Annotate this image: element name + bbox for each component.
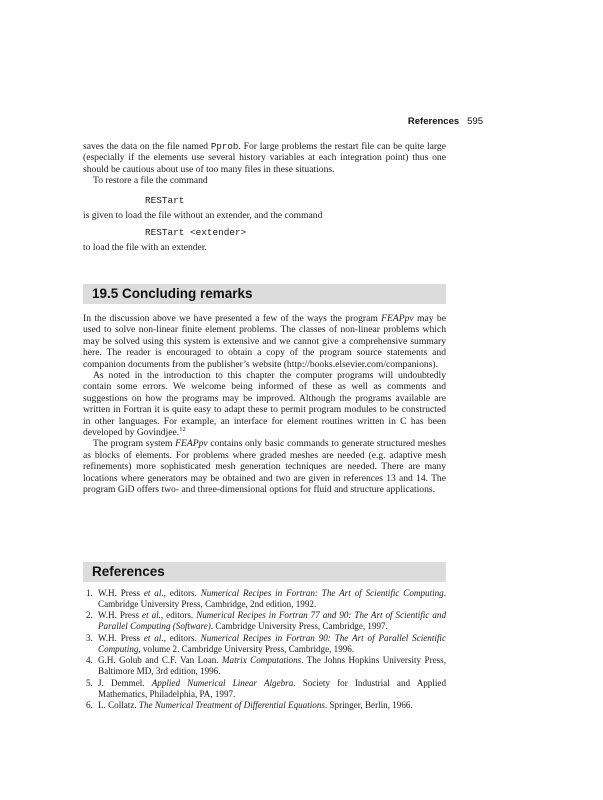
reference-title: Numerical Recipes in Fortran 90: The Art of Parallel Scientific Computing <box>98 632 446 654</box>
reference-number: 6. <box>86 700 93 711</box>
section-title: 19.5 Concluding remarks <box>92 286 253 301</box>
footnote-marker: 12 <box>179 426 186 434</box>
reference-publisher: . The Johns Hopkins University Press, Baltimore MD, 3rd edition, 1996. <box>98 655 446 677</box>
reference-number: 3. <box>86 632 93 643</box>
reference-title: Numerical Recipes in Fortran: The Art of Scientific Computing <box>200 588 444 598</box>
para1-text-a: In the discussion above we have presented a few of the ways the program <box>83 313 382 324</box>
reference-item <box>83 678 446 700</box>
reference-number: 5. <box>86 677 93 688</box>
load-extender-text: to load the file with an extender. <box>83 242 207 253</box>
reference-item <box>83 633 446 655</box>
reference-list <box>83 588 446 712</box>
filename-code: Pprob <box>210 141 239 152</box>
reference-authors: W.H. Press <box>98 610 143 621</box>
program-name: FEAPpv <box>381 313 414 324</box>
reference-title: Applied Numerical Linear Algebra <box>151 677 294 688</box>
code-restart-extender: RESTart <extender> <box>145 227 247 238</box>
running-header <box>408 116 483 127</box>
para2-text: As noted in the introduction to this chapter the computer programs will undoubtedly contain some errors. We welcome being informed of these as well as comments and suggestions on how the programs may be improved. Although the programs available are written in Fortran it is quite easy to adapt these to permit program modules to be constructed in other languages. For example, an interface for element routines written in C has been developed by Govindjee. <box>83 370 446 439</box>
para3-text-a: The program system <box>93 438 176 450</box>
references-title: References <box>92 564 165 579</box>
load-extender-sentence <box>83 242 446 253</box>
reference-number: 4. <box>86 655 93 666</box>
reference-etal: et al. <box>143 588 164 598</box>
reference-etal: et al. <box>142 610 161 621</box>
intro-paragraph <box>83 141 446 187</box>
reference-item <box>83 700 446 711</box>
restore-sentence: To restore a file the command <box>93 175 208 187</box>
reference-publisher: . Springer, Berlin, 1966. <box>324 700 413 711</box>
references-heading-bar <box>83 562 446 582</box>
load-text: is given to load the file without an extender, and the command <box>83 210 323 221</box>
reference-editors: , editors. <box>163 632 201 643</box>
reference-authors: J. Demmel. <box>98 677 152 688</box>
reference-title: Matrix Computations <box>221 655 302 666</box>
para1-text-b: may be used to solve non-linear finite element problems. The classes of non-linear problems which may be solved using this system is extensive and we cannot give a comprehensive summary here. The reader is encouraged to obtain a copy of the program source statements and companion documents from the publisher’s website (http://books.elsevier.com/companions). <box>83 313 446 370</box>
code-restart: RESTart <box>145 195 185 206</box>
concluding-paragraph-1 <box>83 313 446 370</box>
concluding-paragraph-3 <box>83 438 446 495</box>
reference-etal: et al. <box>143 632 164 643</box>
page-number: 595 <box>467 116 483 127</box>
reference-publisher: . Cambridge University Press, Cambridge, 2nd edition, 1992. <box>98 588 446 609</box>
reference-title: Numerical Recipes in Fortran 77 and 90: The Art of Scientific and Parallel Computing (Software) <box>98 610 446 632</box>
reference-publisher: . Society for Industrial and Applied Mathematics, Philadelphia, PA, 1997. <box>98 677 446 699</box>
reference-authors: G.H. Golub and C.F. Van Loan. <box>98 655 222 666</box>
intro-text-b: . For large problems the restart file can be quite large (especially if the elements use several history variables at each integration point) thus one should be cautious about use of too many files in these situations. <box>83 141 446 175</box>
reference-editors: , editors. <box>163 588 201 598</box>
reference-number: 2. <box>86 610 93 621</box>
reference-publisher: . Cambridge University Press, Cambridge, 1997. <box>210 621 388 632</box>
load-sentence <box>83 210 446 221</box>
running-header-section: References <box>407 116 460 127</box>
concluding-remarks-body <box>83 313 446 496</box>
program-name: FEAPpv <box>175 438 208 450</box>
reference-authors: L. Collatz. <box>98 700 139 711</box>
concluding-paragraph-2 <box>83 370 446 438</box>
intro-text-a: saves the data on the file named <box>83 141 211 152</box>
reference-publisher: , volume 2. Cambridge University Press, Cambridge, 1996. <box>138 643 355 654</box>
reference-item <box>83 610 446 632</box>
para3-text-b: contains only basic commands to generate structured meshes as blocks of elements. For problems where graded meshes are needed (e.g. adaptive mesh refinements) more sophisticated mesh generation techniques are needed. There are many locations where generators may be obtained and two are given in references 13 and 14. The program GiD offers two- and three-dimensional options for fluid and structure applications. <box>83 438 447 496</box>
section-heading-bar <box>83 284 446 304</box>
reference-item <box>83 655 446 677</box>
reference-authors: W.H. Press <box>98 632 144 643</box>
reference-authors: W.H. Press <box>98 588 144 598</box>
reference-item <box>83 588 446 610</box>
reference-editors: , editors. <box>160 610 197 621</box>
reference-number: 1. <box>86 588 93 598</box>
reference-title: The Numerical Treatment of Differential Equations <box>138 700 325 711</box>
